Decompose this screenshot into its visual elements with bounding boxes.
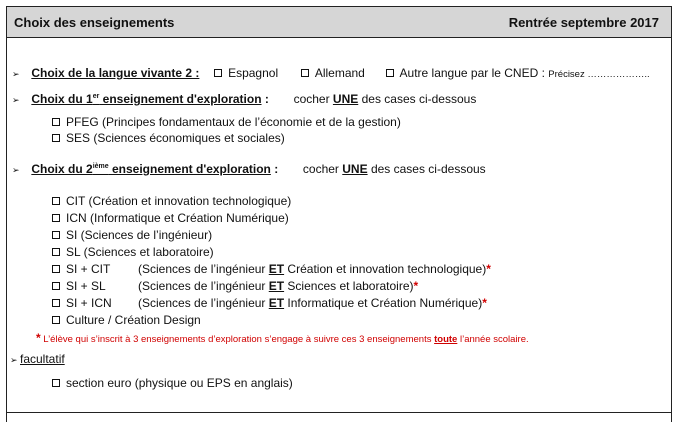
checkbox-sl[interactable]: [52, 248, 60, 256]
arrow-icon: ➢: [12, 165, 20, 175]
ens2-row: ➢ Choix du 2ième enseignement d'exploration : cocher UNE des cases ci-dessous: [12, 162, 486, 176]
option-si: SI (Sciences de l’ingénieur): [52, 228, 212, 243]
ens1-instruction: cocher UNE des cases ci-dessous: [293, 92, 477, 106]
option-si-sl: SI + SL (Sciences de l’ingénieur ET Sciences et laboratoire)*: [52, 279, 418, 294]
page-title: Choix des enseignements: [14, 15, 175, 30]
ens1-label: Choix du 1er enseignement d'exploration: [31, 92, 262, 106]
option-ses: SES (Sciences économiques et sociales): [52, 131, 285, 146]
facultatif-row: [10, 352, 65, 368]
bottom-divider: [6, 412, 672, 413]
checkbox-section-euro[interactable]: [52, 379, 60, 387]
langue-row: [12, 66, 650, 82]
option-sl: SL (Sciences et laboratoire): [52, 245, 214, 260]
ens1-row: ➢ Choix du 1er enseignement d'exploration : cocher UNE des cases ci-dessous: [12, 92, 477, 106]
arrow-icon: ➢: [10, 355, 18, 365]
checkbox-pfeg[interactable]: [52, 118, 60, 126]
option-design: Culture / Création Design: [52, 313, 201, 328]
asterisk-mark: *: [486, 262, 491, 276]
option-pfeg: PFEG (Principes fondamentaux de l’économie et de la gestion): [52, 115, 401, 130]
option-si-cit: SI + CIT (Sciences de l’ingénieur ET Création et innovation technologique)*: [52, 262, 491, 277]
option-espagnol: Espagnol: [228, 66, 279, 80]
checkbox-design[interactable]: [52, 316, 60, 324]
checkbox-allemand[interactable]: [301, 69, 309, 77]
checkbox-si-icn[interactable]: [52, 299, 60, 307]
option-autre-langue: Autre langue par le CNED :: [399, 66, 545, 80]
ens2-label: Choix du 2ième enseignement d'exploration: [31, 162, 271, 176]
option-section-euro: section euro (physique ou EPS en anglais): [52, 376, 293, 391]
asterisk-mark: *: [413, 279, 419, 293]
checkbox-ses[interactable]: [52, 134, 60, 142]
checkbox-cit[interactable]: [52, 197, 60, 205]
ens2-instruction: cocher UNE des cases ci-dessous: [302, 162, 486, 176]
precisez-field[interactable]: Précisez ………………..: [548, 69, 650, 80]
arrow-icon: ➢: [12, 69, 20, 79]
checkbox-si-cit[interactable]: [52, 265, 60, 273]
option-allemand: Allemand: [314, 66, 365, 80]
option-si-icn: SI + ICN (Sciences de l’ingénieur ET Informatique et Création Numérique)*: [52, 296, 487, 311]
checkbox-autre-langue[interactable]: [386, 69, 394, 77]
asterisk-mark: *: [482, 296, 487, 310]
option-cit: CIT (Création et innovation technologique): [52, 194, 291, 209]
school-year: Rentrée septembre 2017: [508, 15, 659, 30]
checkbox-si-sl[interactable]: [52, 282, 60, 290]
engagement-note: * L’élève qui s’inscrit à 3 enseignements d’exploration s’engage à suivre ces 3 enseignements toute l’année scolaire.: [36, 331, 529, 345]
checkbox-si[interactable]: [52, 231, 60, 239]
checkbox-icn[interactable]: [52, 214, 60, 222]
checkbox-espagnol[interactable]: [214, 69, 222, 77]
arrow-icon: ➢: [12, 95, 20, 105]
langue-label: Choix de la langue vivante 2 :: [31, 66, 200, 80]
option-icn: ICN (Informatique et Création Numérique): [52, 211, 289, 226]
header-bar: [7, 7, 671, 38]
facultatif-label: facultatif: [20, 352, 65, 366]
